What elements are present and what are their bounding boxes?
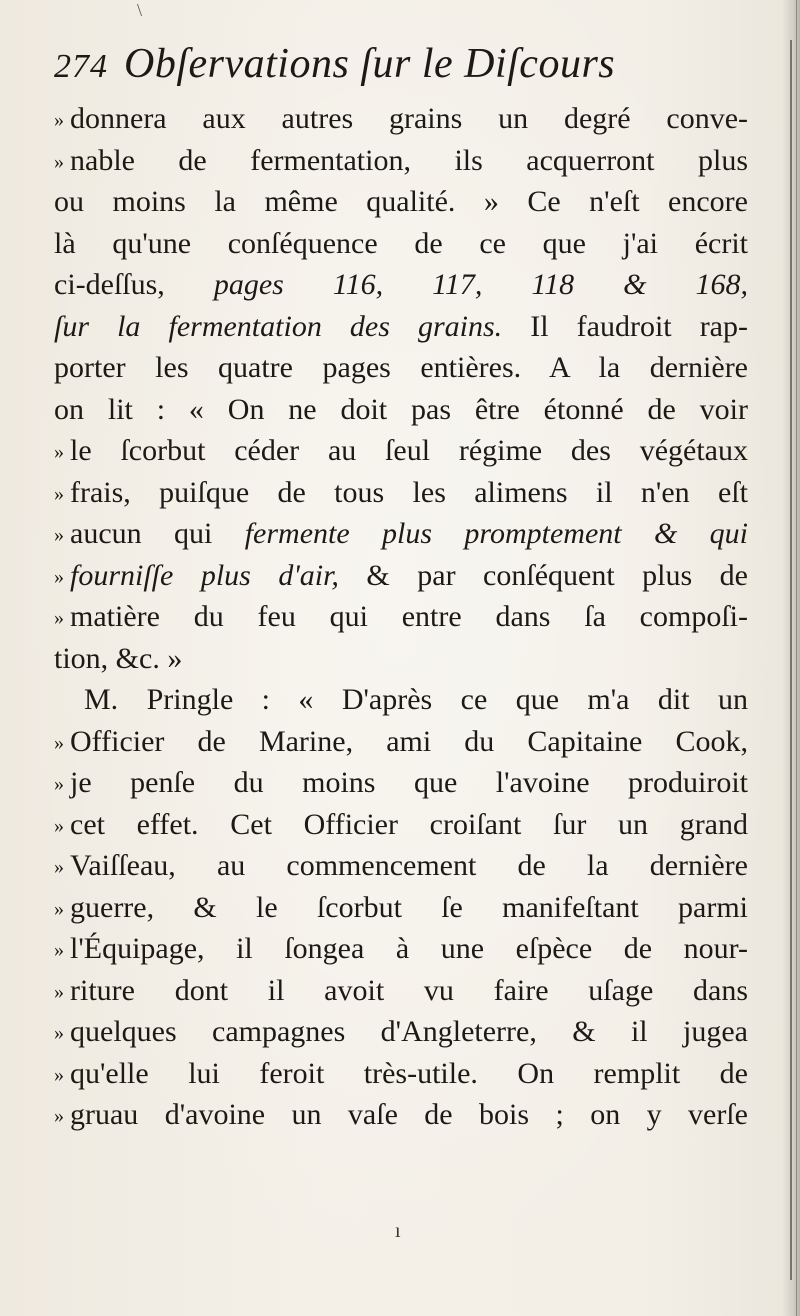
page-edge-line <box>790 40 792 1280</box>
text-segment: le ſcorbut céder au ſeul régime des végétaux <box>70 434 748 467</box>
text-line <box>54 513 748 555</box>
text-line <box>54 555 748 597</box>
text-segment: frais, puiſque de tous les alimens il n'en eſt <box>70 475 748 509</box>
italic-text: ſur la fermentation des grains. <box>54 309 503 343</box>
text-line <box>54 679 748 721</box>
text-line <box>54 472 748 514</box>
text-segment: riture dont il avoit vu faire uſage dans <box>70 973 748 1007</box>
text-segment: guerre, & le ſcorbut ſe manifeſtant parmi <box>70 890 748 924</box>
quote-mark: » <box>54 939 64 962</box>
text-line <box>54 347 748 389</box>
italic-text: pages 116, 117, 118 & 168, <box>213 268 748 301</box>
text-segment: je penſe du moins que l'avoine produiroit <box>70 766 748 799</box>
quote-mark: » <box>54 980 64 1003</box>
text-segment: donnera aux autres grains un degré conve- <box>70 102 748 135</box>
body-text <box>54 98 748 1136</box>
text-line <box>54 970 748 1012</box>
text-line <box>54 264 748 306</box>
text-segment: l'Équipage, il ſongea à une eſpèce de nour- <box>70 932 748 965</box>
text-line <box>54 804 748 846</box>
text-segment: aucun qui <box>70 517 245 550</box>
text-segment: tion, &c. » <box>54 641 183 675</box>
text-segment: & par conſéquent plus de <box>338 558 748 592</box>
quote-mark: » <box>54 607 64 630</box>
running-title: Obſervations ſur le Diſcours <box>124 41 616 87</box>
text-line <box>54 638 748 680</box>
text-segment: ou moins la même qualité. » Ce n'eſt encore <box>54 185 748 218</box>
text-segment: là qu'une conſéquence de ce que j'ai écrit <box>54 226 748 260</box>
text-line <box>54 1011 748 1053</box>
quote-mark: » <box>54 731 64 754</box>
quote-mark: » <box>54 482 64 505</box>
text-segment: nable de fermentation, ils acquerront plus <box>70 143 748 177</box>
text-line <box>54 1053 748 1095</box>
text-segment: M. Pringle : « D'après ce que m'a dit un <box>84 683 748 716</box>
quote-mark: » <box>54 773 64 796</box>
text-line <box>54 181 748 223</box>
text-segment: cet effet. Cet Officier croiſant ſur un grand <box>70 807 748 841</box>
text-line <box>54 762 748 804</box>
text-segment: matière du feu qui entre dans ſa compoſi- <box>70 600 748 633</box>
text-segment: quelques campagnes d'Angleterre, & il jugea <box>70 1015 748 1048</box>
top-mark: \ <box>137 0 143 20</box>
quote-mark: » <box>54 1105 64 1128</box>
text-segment: Vaiſſeau, au commencement de la dernière <box>70 849 748 882</box>
text-line <box>54 223 748 265</box>
text-segment: Officier de Marine, ami du Capitaine Cook, <box>70 724 748 758</box>
text-line <box>54 389 748 431</box>
text-line <box>54 306 748 348</box>
page-number: 274 <box>54 48 108 85</box>
quote-mark: » <box>54 441 64 464</box>
text-segment: ci-deſſus, <box>54 268 214 301</box>
text-line <box>54 721 748 763</box>
text-line <box>54 1094 748 1136</box>
italic-text: fourniſſe plus d'air, <box>70 558 339 592</box>
text-line <box>54 887 748 929</box>
quote-mark: » <box>54 150 64 173</box>
text-line <box>54 430 748 472</box>
text-segment: gruau d'avoine un vaſe de bois ; on y verſe <box>70 1098 748 1131</box>
text-line <box>54 928 748 970</box>
text-segment: on lit : « On ne doit pas être étonné de voir <box>54 392 748 426</box>
page-header <box>54 40 754 100</box>
quote-mark: » <box>54 109 64 132</box>
text-line <box>54 845 748 887</box>
text-segment: Il faudroit rap- <box>502 309 748 343</box>
footer-mark: ı <box>395 1220 401 1242</box>
quote-mark: » <box>54 1063 64 1086</box>
italic-text: fermente plus promptement & qui <box>244 517 748 550</box>
quote-mark: » <box>54 897 64 920</box>
text-line <box>54 596 748 638</box>
quote-mark: » <box>54 565 64 588</box>
page-edge-line-outer <box>796 0 797 1316</box>
quote-mark: » <box>54 1022 64 1045</box>
quote-mark: » <box>54 856 64 879</box>
text-segment: qu'elle lui feroit très-utile. On remplit de <box>70 1056 748 1090</box>
text-line <box>54 98 748 140</box>
text-segment: porter les quatre pages entières. A la dernière <box>54 351 748 384</box>
quote-mark: » <box>54 814 64 837</box>
quote-mark: » <box>54 524 64 547</box>
text-line <box>54 140 748 182</box>
